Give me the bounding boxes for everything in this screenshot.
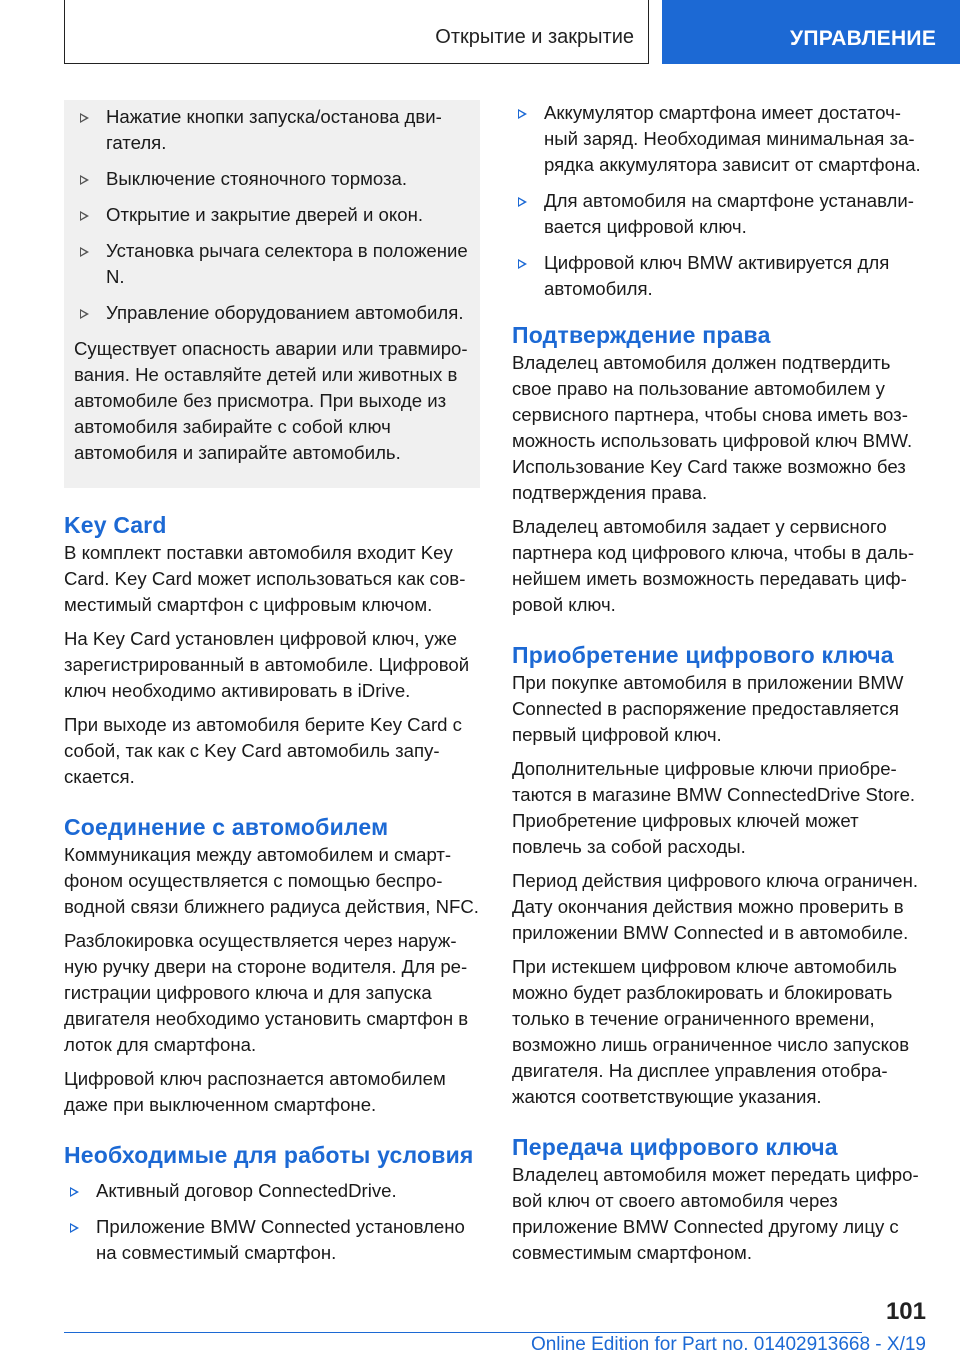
list-item: Выключение стояночного тормоза. [74,166,470,192]
paragraph: Владелец автомобиля должен подтвердить свое право на пользование автомобилем у сервисного партнера, чтобы снова иметь воз-можность использовать цифровой ключ BMW. Использование Key Card также возможно без подтверждения права. [512,352,913,503]
header-chapter-title: УПРАВЛЕНИЕ [790,27,937,50]
triangle-bullet-icon [518,259,527,269]
triangle-bullet-icon [518,197,527,207]
list-item: Приложение BMW Connected установлено на совместимый смартфон. [64,1214,480,1266]
heading-purchase: Приобретение цифрового ключа [512,642,894,668]
triangle-bullet-icon [70,1223,79,1233]
header-chapter-tab [662,0,960,64]
list-item: Управление оборудованием автомобиля. [74,300,470,326]
list-item: Активный договор ConnectedDrive. [64,1178,480,1204]
paragraph: Коммуникация между автомобилем и смарт-фоном осуществляется с помощью беспро-водной связи ближнего радиуса действия, NFC. [64,844,479,917]
heading-confirmation: Подтверждение права [512,322,771,348]
requirements-bullet-list-continued [512,100,928,302]
paragraph: Цифровой ключ распознается автомобилем даже при выключенном смартфоне. [64,1068,446,1115]
footer-edition-text: Online Edition for Part no. 01402913668 - X/19 [530,1334,926,1355]
requirements-bullet-list [64,1178,480,1266]
triangle-bullet-icon [80,211,89,221]
list-item: Установка рычага селектора в положение N. [74,238,470,290]
triangle-bullet-icon [518,109,527,119]
list-item: Открытие и закрытие дверей и окон. [74,202,470,228]
warning-box [64,100,480,488]
right-column [512,100,928,1274]
list-item: Для автомобиля на смартфоне устанавли-вается цифровой ключ. [512,188,928,240]
heading-requirements: Необходимые для работы условия [64,1142,474,1168]
list-item: Цифровой ключ BMW активируется для автомобиля. [512,250,928,302]
heading-transfer: Передача цифрового ключа [512,1134,838,1160]
triangle-bullet-icon [80,247,89,257]
paragraph: В комплект поставки автомобиля входит Key Card. Key Card может использоваться как сов-местимый смартфон с цифровым ключом. [64,542,466,615]
heading-key-card: Key Card [64,512,167,538]
page-number: 101 [885,1298,926,1325]
list-item: Нажатие кнопки запуска/останова дви-гателя. [74,104,470,156]
heading-connection: Соединение с автомобилем [64,814,389,840]
triangle-bullet-icon [80,309,89,319]
paragraph: На Key Card установлен цифровой ключ, уже зарегистрированный в автомобиле. Цифровой ключ необходимо активировать в iDrive. [64,628,470,701]
paragraph: При выходе из автомобиля берите Key Card с собой, так как с Key Card автомобиль запу-скается. [64,714,462,787]
warning-text: Существует опасность аварии или травмиро-вания. Не оставляйте детей или животных в автомобиле без присмотра. При выходе из автомобиля забирайте с собой ключ автомобиля и запирайте автомобиль. [74,338,468,463]
left-column [64,100,480,1276]
list-item: Аккумулятор смартфона имеет достаточ-ный заряд. Необходимая минимальная за-рядка аккумулятора зависит от смартфона. [512,100,928,178]
warning-bullet-list [74,104,470,326]
header-section-box [64,0,649,64]
triangle-bullet-icon [80,113,89,123]
paragraph: Период действия цифрового ключа ограничен. Дату окончания действия можно проверить в приложении BMW Connected и в автомобиле. [512,870,919,943]
paragraph: При покупке автомобиля в приложении BMW Connected в распоряжение предоставляется первый цифровой ключ. [512,672,904,745]
paragraph: Разблокировка осуществляется через наруж-ную ручку двери на стороне водителя. Для ре-гистрации цифрового ключа и для запуска двигателя необходимо установить смартфон в лоток для смартфона. [64,930,469,1055]
triangle-bullet-icon [80,175,89,185]
footer-divider [64,1332,862,1333]
header-section-title: Открытие и закрытие [435,26,634,48]
paragraph: Дополнительные цифровые ключи приобре-таются в магазине BMW ConnectedDrive Store. Приобретение цифровых ключей может повлечь за собой расходы. [512,758,916,857]
paragraph: Владелец автомобиля задает у сервисного партнера код цифрового ключа, чтобы в даль-нейшем иметь возможность передавать циф-ровой ключ. [512,516,915,615]
paragraph: При истекшем цифровом ключе автомобиль можно будет разблокировать и блокировать только в течение ограниченного времени, возможно лишь ограниченное число запусков двигателя. На дисплее управления отобра-жаются соответствующие указания. [512,956,910,1107]
paragraph: Владелец автомобиля может передать цифро-вой ключ от своего автомобиля через приложение BMW Connected другому лицу с совместимым смартфоном. [512,1164,919,1263]
triangle-bullet-icon [70,1187,79,1197]
